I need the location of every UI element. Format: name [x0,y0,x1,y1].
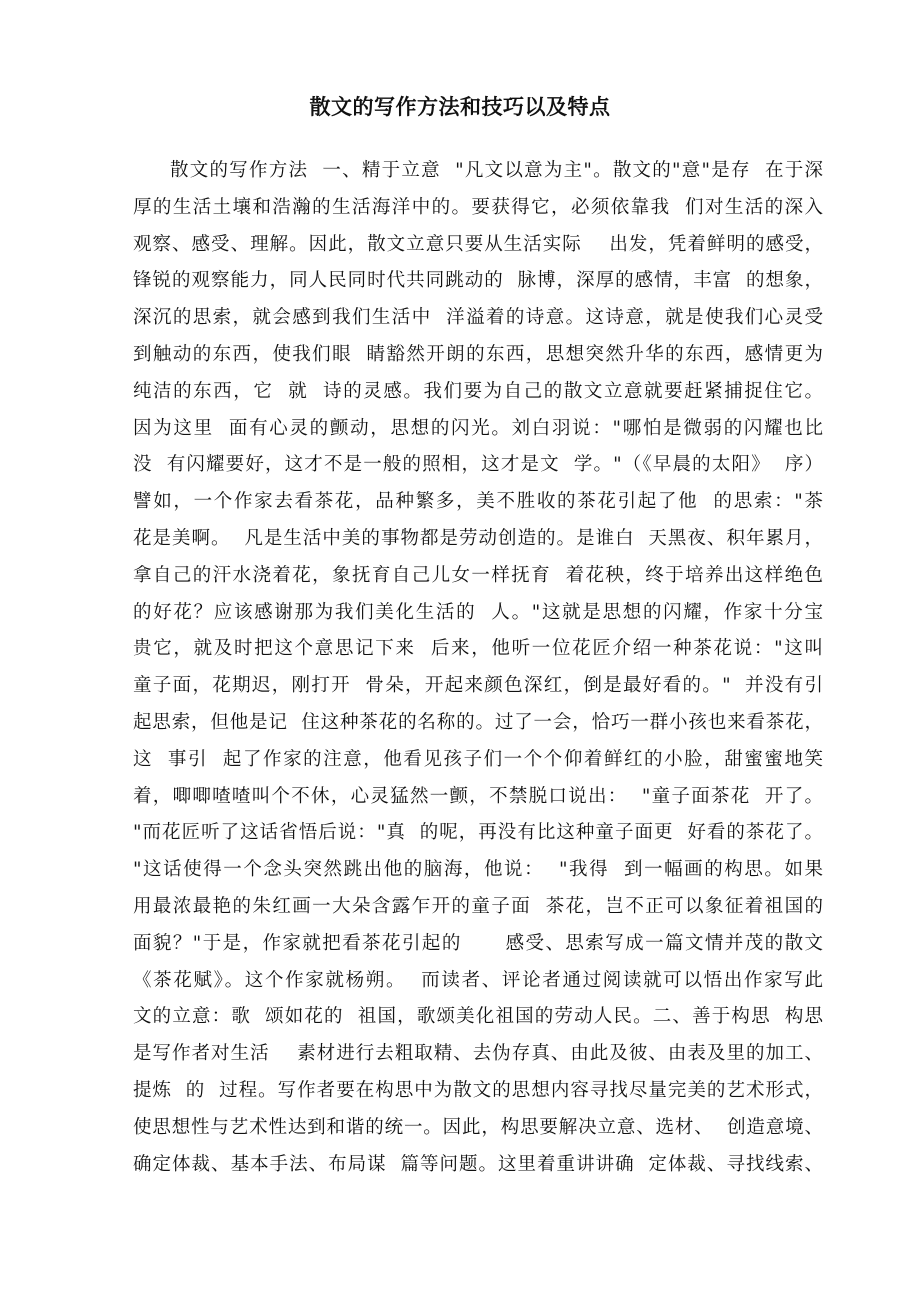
text-line: 童子面，花期迟，刚打开 骨朵，开起来颜色深红，倒是最好看的。" 并没有引 [133,675,823,697]
text-line: 确定体裁、基本手法、布局谋 篇等问题。这里着重讲讲确 定体裁、寻找线索、 [133,1153,823,1175]
text-line: 用最浓最艳的朱红画一大朵含露乍开的童子面 茶花，岂不正可以象征着祖国的 [133,895,823,917]
text-line: "而花匠听了这话省悟后说："真 的呢，再没有比这种童子面更 好看的茶花了。 [133,822,823,844]
text-line: 锋锐的观察能力，同人民同时代共同跳动的 脉博，深厚的感情，丰富 的想象， [133,270,823,292]
text-line: 譬如，一个作家去看茶花，品种繁多，美不胜收的茶花引起了他 的思索："茶 [133,491,823,513]
text-line: 起思索，但他是记 住这种茶花的名称的。过了一会，恰巧一群小孩也来看茶花， [133,711,823,733]
text-line: 观察、感受、理解。因此，散文立意只要从生活实际 出发，凭着鲜明的感受， [133,233,823,255]
text-line: 文的立意：歌 颂如花的 祖国，歌颂美化祖国的劳动人民。二、善于构思 构思 [133,1006,823,1028]
text-line: 厚的生活土壤和浩瀚的生活海洋中的。要获得它，必须依靠我 们对生活的深入 [133,196,823,218]
text-line: 贵它，就及时把这个意思记下来 后来，他听一位花匠介绍一种茶花说："这叫 [133,638,823,660]
text-line: 花是美啊。 凡是生活中美的事物都是劳动创造的。是谁白 天黑夜、积年累月， [133,527,823,549]
text-line: 这 事引 起了作家的注意，他看见孩子们一个个仰着鲜红的小脸，甜蜜蜜地笑 [133,748,823,770]
text-line: 拿自己的汗水浇着花，象抚育自己儿女一样抚育 着花秧，终于培养出这样绝色 [133,564,823,586]
text-line: 到触动的东西，使我们眼 睛豁然开朗的东西，思想突然升华的东西，感情更为 [133,343,823,365]
body-paragraph [133,153,823,1183]
text-line: 因为这里 面有心灵的颤动，思想的闪光。刘白羽说："哪怕是微弱的闪耀也比 [133,417,823,439]
text-line: 的好花？应该感谢那为我们美化生活的 人。"这就是思想的闪耀，作家十分宝 [133,601,823,623]
text-line: 面貌？"于是，作家就把看茶花引起的 感受、思索写成一篇文情并茂的散文 [133,932,823,954]
text-line: 深沉的思索，就会感到我们生活中 洋溢着的诗意。这诗意，就是使我们心灵受 [133,307,823,329]
text-line: 着，唧唧喳喳叫个不休，心灵猛然一颤，不禁脱口说出： "童子面茶花 开了。 [133,785,823,807]
text-line: 是写作者对生活 素材进行去粗取精、去伪存真、由此及彼、由表及里的加工、 [133,1043,823,1065]
text-line: 纯洁的东西，它 就 诗的灵感。我们要为自己的散文立意就要赶紧捕捉住它。 [133,380,823,402]
text-line: 提炼 的 过程。写作者要在构思中为散文的思想内容寻找尽量完美的艺术形式， [133,1079,823,1101]
text-line: 没 有闪耀要好，这才不是一般的照相，这才是文 学。"（《早晨的太阳》 序） [133,454,823,476]
text-line: 《茶花赋》。这个作家就杨朔。 而读者、评论者通过阅读就可以悟出作家写此 [133,969,823,991]
text-line: "这话使得一个念头突然跳出他的脑海，他说： "我得 到一幅画的构思。如果 [133,859,823,881]
text-line: 使思想性与艺术性达到和谐的统一。因此，构思要解决立意、选材、 创造意境、 [133,1116,823,1138]
page-title: 散文的写作方法和技巧以及特点 [309,94,611,119]
text-line: 散文的写作方法 一、精于立意 "凡文以意为主"。散文的"意"是存 在于深 [170,160,823,181]
